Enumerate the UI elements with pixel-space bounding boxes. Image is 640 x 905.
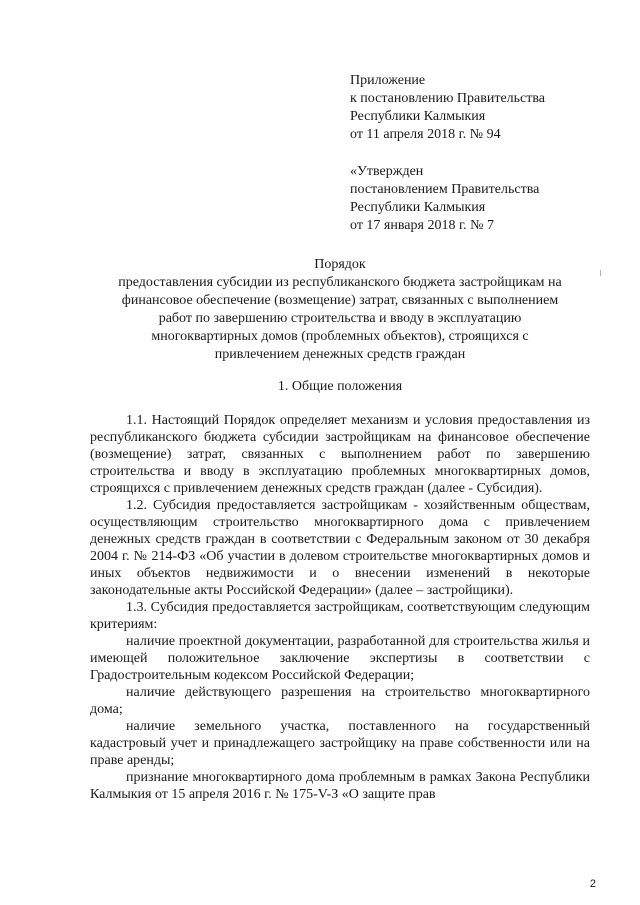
approved-line: Республики Калмыкия — [350, 200, 486, 215]
title-line: привлечением денежных средств граждан — [214, 347, 466, 362]
appendix-line: Приложение — [350, 73, 426, 88]
paragraph-1-3: 1.3. Субсидия предоставляется застройщикам, соответствующим следующим критериям: — [90, 600, 590, 632]
approved-header — [350, 163, 539, 235]
section-heading: 1. Общие положения — [277, 379, 403, 394]
scan-mark — [600, 270, 601, 276]
title-line: многоквартирных домов (проблемных объектов), строящихся с — [151, 329, 529, 344]
criterion-item: наличие проектной документации, разработанной для строительства жилья и имеющей положительное заключение экспертизы в соответствии с Градостроительным кодексом Российской Федерации; — [90, 634, 590, 683]
approved-line: постановлением Правительства — [350, 182, 540, 197]
criterion-item: наличие действующего разрешения на строительство многоквартирного дома; — [90, 685, 590, 717]
appendix-line: Республики Калмыкия — [350, 109, 486, 124]
paragraph-1-1: 1.1. Настоящий Порядок определяет механизм и условия предоставления из республиканского бюджета субсидии застройщикам на финансовое обеспечение (возмещение) затрат, связанных с выполнением работ по завершению строительства и вводу в эксплуатацию проблемных многоквартирных домов, строящихся с привлечением денежных средств граждан (далее - Субсидия). — [90, 413, 590, 496]
document-body — [90, 412, 590, 803]
title-line: предоставления субсидии из республиканского бюджета застройщикам на — [118, 275, 562, 290]
criterion-item: признание многоквартирного дома проблемным в рамках Закона Республики Калмыкия от 15 апреля 2016 г. № 175-V-З «О защите прав — [90, 770, 590, 802]
approved-line: «Утвержден — [350, 164, 424, 179]
appendix-line: от 11 апреля 2018 г. № 94 — [350, 127, 501, 142]
paragraph-1-2: 1.2. Субсидия предоставляется застройщикам - хозяйственным обществам, осуществляющим строительство многоквартирного дома с привлечением денежных средств граждан в соответствии с Федеральным законом от 30 декабря 2004 г. № 214-ФЗ «Об участии в долевом строительстве многоквартирных домов и иных объектов недвижимости и о внесении изменений в некоторые законодательные акты Российской Федерации» (далее – застройщики). — [90, 498, 590, 598]
title-line: финансовое обеспечение (возмещение) затрат, связанных с выполнением — [121, 293, 559, 308]
appendix-line: к постановлению Правительства — [350, 91, 546, 106]
title-line: Порядок — [314, 257, 366, 272]
title-line: работ по завершению строительства и вводу в эксплуатацию — [158, 311, 522, 326]
appendix-header — [350, 72, 545, 144]
page-number: 2 — [589, 878, 596, 890]
criterion-item: наличие земельного участка, поставленного на государственный кадастровый учет и принадлежащего застройщику на праве собственности или на праве аренды; — [90, 719, 590, 768]
document-title — [90, 256, 590, 364]
approved-line: от 17 января 2018 г. № 7 — [350, 218, 494, 233]
